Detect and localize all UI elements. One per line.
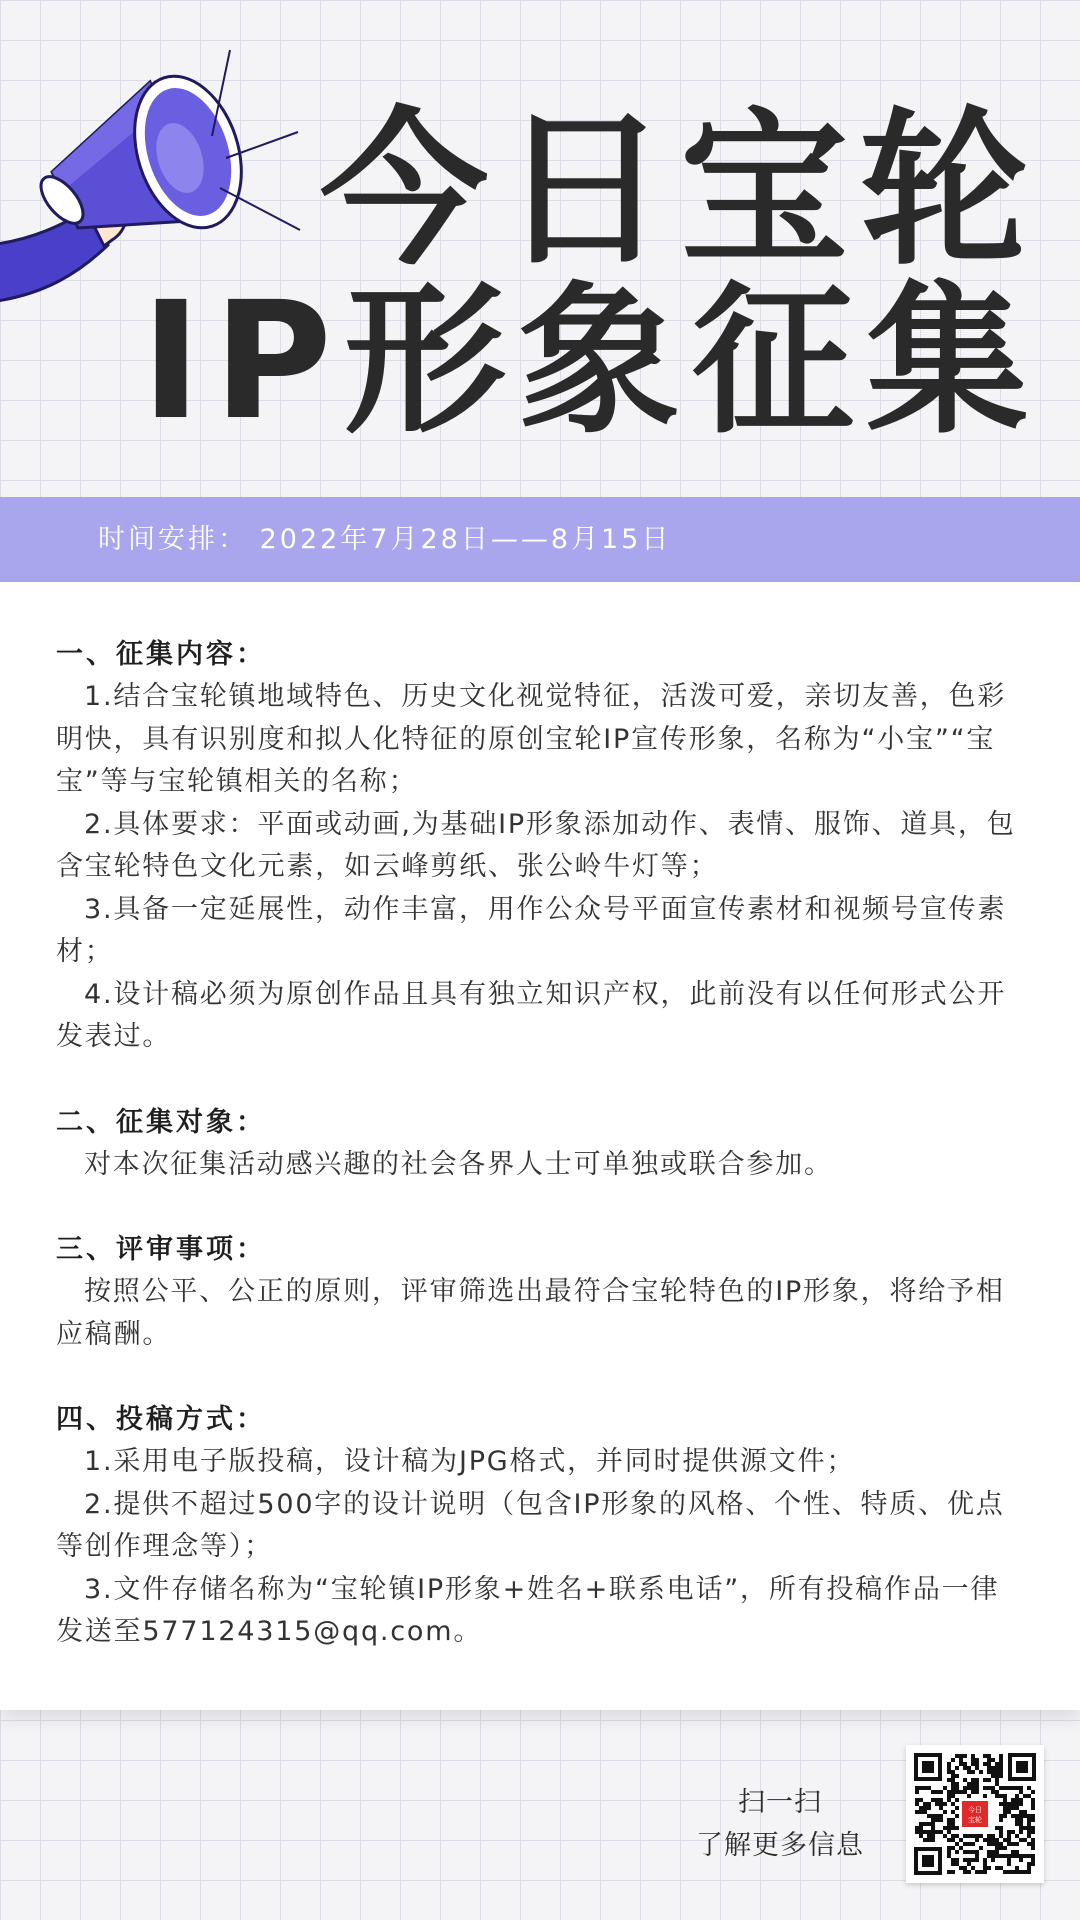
- page-title-line-2: IP形象征集: [140, 268, 1040, 456]
- content-card: [0, 582, 1080, 1710]
- section-paragraph: 按照公平、公正的原则，评审筛选出最符合宝轮特色的IP形象，将给予相应稿酬。: [56, 1276, 1005, 1350]
- section-paragraph: 3.文件存储名称为“宝轮镇IP形象+姓名+联系电话”，所有投稿作品一律发送至577124315@qq.com。: [56, 1573, 1000, 1647]
- qr-code[interactable]: [906, 1745, 1044, 1883]
- section-paragraph: 1.采用电子版投稿，设计稿为JPG格式，并同时提供源文件；: [84, 1446, 856, 1477]
- section-collection-content: [56, 634, 1028, 1059]
- schedule-text: 时间安排： 2022年7月28日——8月15日: [98, 524, 672, 555]
- section-paragraph: 3.具备一定延展性，动作丰富，用作公众号平面宣传素材和视频号宣传素材；: [56, 893, 1007, 967]
- section-paragraph: 2.提供不超过500字的设计说明（包含IP形象的风格、个性、特质、优点等创作理念等）；: [56, 1488, 1005, 1562]
- section-paragraph: 4.设计稿必须为原创作品且具有独立知识产权，此前没有以任何形式公开发表过。: [56, 978, 1007, 1052]
- section-review: [56, 1229, 1028, 1356]
- more-info-label: 了解更多信息: [696, 1830, 864, 1861]
- section-paragraph: 1.结合宝轮镇地域特色、历史文化视觉特征，活泼可爱，亲切友善，色彩明快，具有识别度和拟人化特征的原创宝轮IP宣传形象，名称为“小宝”“宝宝”等与宝轮镇相关的名称；: [56, 681, 1007, 797]
- section-submission: [56, 1399, 1028, 1654]
- section-heading: 三、评审事项：: [56, 1234, 266, 1265]
- schedule-banner: [0, 497, 1080, 582]
- qr-code-icon: [914, 1753, 1036, 1875]
- section-heading: 一、征集内容：: [56, 639, 266, 670]
- section-paragraph: 对本次征集活动感兴趣的社会各界人士可单独或联合参加。: [84, 1148, 833, 1180]
- section-heading: 二、征集对象：: [56, 1106, 266, 1138]
- scan-label: 扫一扫: [738, 1787, 822, 1818]
- content-sections: [56, 634, 1028, 1697]
- page-title-line-1: 今日宝轮: [320, 92, 1040, 288]
- qr-logo-text-bottom: 宝轮: [968, 1816, 982, 1824]
- section-heading: 四、投稿方式：: [56, 1404, 266, 1435]
- section-target-audience: [56, 1102, 1028, 1187]
- section-paragraph: 2.具体要求：平面或动画,为基础IP形象添加动作、表情、服饰、道具，包含宝轮特色文化元素，如云峰剪纸、张公岭牛灯等；: [56, 808, 1016, 882]
- qr-logo-text-top: 今日: [968, 1806, 982, 1814]
